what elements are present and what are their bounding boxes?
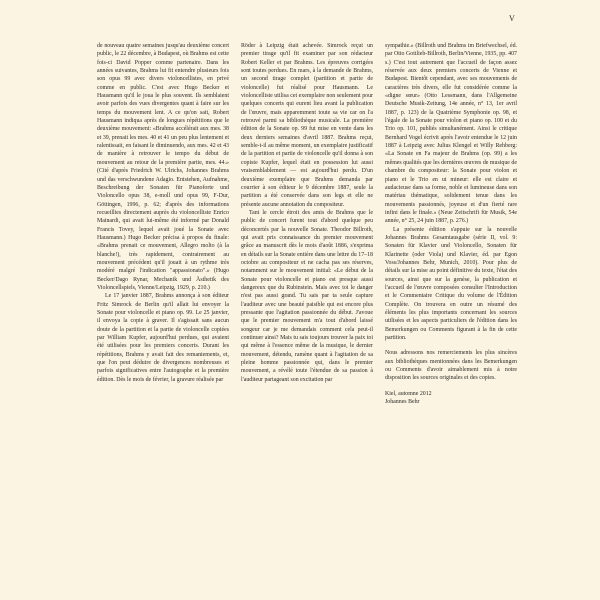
acknowledgements-paragraph: Nous adressons nos remerciements les plus sincères aux bibliothèques mentionnées dans les Bemerkungen ou Comments d'avoir aimablement mis à notre disposition les sources originales et des copies.: [385, 350, 517, 382]
paragraph: de nouveau quatre semaines jusqu'au deuxième concert public, le 22 décembre, à Budapest, où Brahms est cette fois-ci David Popper comme partenaire. Dans les années suivantes, Brahms lui fit entendre plusieurs fois son opus 99 avec divers violoncellistes, en privé comme en public. C'est avec Hugo Becker et Hausmann qu'il le joua le plus souvent. Ils semblaient avoir parfois des vues divergentes quant à faire sur les temps du mouvement lent. A ce qu'on sait, Robert Hausmann indiqua après de longues répétitions que le deuxième mouvement: «Brahms accélérait aux mes. 38 et 39, prenait les mes. 40 et 41 un peu plus lentement et ralentissait, en faisant le diminuendo, aux mes. 42 et 43 de manière à retrouver le tempo du début de mouvement au retour de la première partie, mes. 44.» (Cité d'après Friedrich W. Ulrichs, Johannes Brahms und das verschwundene Adagio. Entstehen, Aufnahme, Beschreibung der Sonaten für Pianoforte und Violoncello opus 38, e-moll und opus 99, F-Dur, Göttingen, 1996, p. 62; d'après des informations recueillies directement auprès du violoncelliste Enrico Mainardi, qui avait lui-même été informé par Donald Francis Tovey, lequel avait joué la Sonate avec Hausmann.) Hugo Becker précisa à propos du finale: «Brahms prenait ce mouvement, Allegro molto (à la blanche!), très rapidement, contrairement au mouvement précédent qu'il jouait à un rythme très modéré malgré l'indication "appassionato".» (Hugo Becker/Dago Rynar, Mechanik und Ästhetik des Violoncellspiels, Vienne/Leipzig, 1929, p. 210.): [97, 43, 229, 291]
paragraph: sympathie.» (Billroth und Brahms im Briefwechsel, éd. par Otto Gottlieb-Billroth, Berlin/Vienne, 1935, pp. 407 s.) C'est tout autrement que l'accueil de façon assez réservée aux deux premiers concerts de Vienne et Budapest. Bientôt cependant, avec ses mouvements de caractères très divers, elle fut considérée comme la «digne sœur» (Otto Lessmann, dans l'Allgemeine Deutsche Musik-Zeitung, 14e année, n° 13, 1er avril 1887, p. 123) de la Quatrième Symphonie op. 98, et l'égale de la Sonate pour violon et piano op. 100 et du Trio op. 101, publiés simultanément. Ainsi le critique Bernhard Vogel écrivit après l'avoir entendue le 12 juin 1887 à Leipzig avec Julius Klengel et Willy Rehberg: «La Sonate en Fa majeur de Brahms (op. 99) a les mêmes qualités que les dernières œuvres de musique de chambre du compositeur: la Sonate pour violon et piano et le Trio en ut mineur: elle est claire et audacieuse dans sa forme, noble et lumineuse dans son matériau thématique, solidement tenue dans les mouvements passionnés, joyeuse et d'un fierté rare infini dans le finale.» (Neue Zeitschrift für Musik, 54e année, n° 25, 24 juin 1887, p. 276.): [385, 43, 517, 225]
text-column-3: [385, 42, 517, 552]
text-columns: [97, 42, 517, 552]
page-number: V: [509, 14, 516, 23]
paragraph: Le 17 janvier 1887, Brahms annonça à son éditeur Fritz Simrock de Berlin qu'il allait lui envoyer la Sonate pour violoncelle et piano op. 99. Le 25 janvier, il envoya la copie à graver. Il s'agissait sans aucun doute de la partition et la partie de violoncelle copiées par William Kupfer, aujourd'hui perdues, qui avaient été utilisées pour les premiers concerts. Durant les répétitions, Brahms y avait fait des remaniements, et, que l'on peut déduire de divergences nombreuses et parfois significatives entre l'autographe et la première édition. Dès le mois de février, la gravure réalisée par: [97, 293, 229, 383]
text-column-1: [97, 42, 229, 552]
paragraph: Tant le cercle étroit des amis de Brahms que le public de concert furent tout d'abord quelque peu déconcertés par la nouvelle Sonate. Theodor Billroth, qui avait pris connaissance du premier mouvement grâce au manuscrit dès le mois d'août 1886, s'exprima en détails sur la Sonate entière dans une lettre du 17–18 octobre au compositeur et ne cacha pas ses réserves, notamment sur le mouvement initial: «Le début de la Sonate pour violoncelle et piano est presque aussi dangereux que du Rubinstein. Mais avec toi le danger n'est pas aussi grand. Tu sais par ta seule capture l'auditeur avec une beauté paisible qui est encore plus pressante que l'agitation passionnée du début. J'avoue que le premier mouvement m'a tout d'abord laissé songeur car je me demandais comment cela peut-il continuer ainsi? Mais tu sais toujours trouver la paix toi qui même à l'essence même de la musique, le dernier mouvement, détendu, ramène quant à l'agitation de sa pleine homme passionnée qui, dans le premier mouvement, a révélé toute l'étendue de sa passion à l'auditeur partageant son excitation par: [241, 209, 373, 383]
paragraph: Röder à Leipzig était achevée. Simrock reçut un premier tirage qu'il fit examiner par son rédacteur Robert Keller et par Brahms. Les épreuves corrigées sont toutes perdues. En mars, à la demande de Brahms, un second tirage complet (partition et partie de violoncelle) fut réalisé pour Hausmann. Le violoncelliste utilisa cet exemplaire non seulement pour quelques concerts qui eurent lieu avant la publication de l'œuvre, mais apparemment toute sa vie car on l'a retrouvé parmi sa bibliothèque musicale. La première édition de la Sonate op. 99 fut mise en vente dans les deux derniers semaines d'avril 1887. Brahms reçut, semble-t-il au même moment, un exemplaire justificatif de la partition et partie de violoncelle qu'il donna à son copiste Kupfer, lequel était en possession lui aussi vraisemblablement — est aujourd'hui perdu. D'un deuxième exemplaire que Brahms demanda par courrier à son éditeur le 9 décembre 1887, seule la partition a été conservée dans son legs et elle ne présente aucune annotation du compositeur.: [241, 43, 373, 208]
text-column-2: [241, 42, 373, 552]
paragraph: La présente édition s'appuie sur la nouvelle Johannes Brahms Gesamtausgabe (série II, vol. 9: Sonaten für Klavier und Violoncello, Sonaten für Klarinette (oder Viola) und Klavier, éd. par Egon Voss/Johannes Behr, Munich, 2010). Pour plus de détails sur la mise au point définitive du texte, l'état des sources, ainsi que sur la genèse, la publication et l'accueil de l'œuvre composées consulter l'Introduction et le Commentaire Critique du volume de l'Édition Complète. On trouvera en outre un résumé des éléments les plus importants concernant les sources utilisées et les aspects particuliers de l'édition dans les Bemerkungen ou Comments figurant à la fin de cette partition.: [385, 226, 517, 342]
signature-block: Kiel, automne 2012 Johannes Behr: [385, 390, 432, 406]
